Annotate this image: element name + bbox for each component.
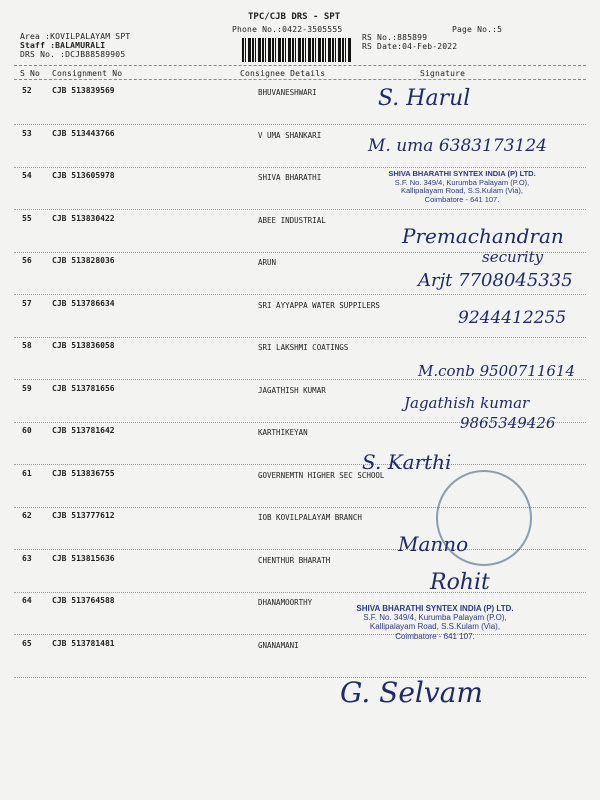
row-consignee: SRI AYYAPPA WATER SUPPILERS	[258, 300, 380, 310]
table-row	[0, 86, 600, 128]
row-divider	[14, 677, 586, 678]
row-consignee: CHENTHUR BHARATH	[258, 555, 331, 565]
row-divider	[14, 464, 586, 465]
barcode	[242, 38, 352, 62]
row-consignment-no: CJB 513786634	[52, 298, 115, 308]
row-consignment-no: CJB 513781481	[52, 638, 115, 648]
row-sno: 64	[22, 596, 32, 605]
row-consignee: SHIVA BHARATHI	[258, 173, 322, 182]
signature-59: Jagathish kumar	[404, 394, 530, 412]
row-consignee: DHANAMOORTHY	[258, 598, 313, 607]
row-sno: 56	[22, 256, 32, 265]
company-stamp-bottom	[330, 604, 540, 641]
row-consignee: GOVERNEMTN HIGHER SEC SCHOOL	[258, 470, 385, 480]
row-sno: 59	[22, 383, 32, 393]
row-sno: 62	[22, 511, 32, 520]
stamp-line: S.F. No. 349/4, Kurumba Palayam (P.O),	[363, 613, 507, 623]
row-consignment-no: CJB 513815636	[52, 553, 115, 563]
signature-63: Rohit	[430, 570, 490, 595]
row-consignment-no: CJB 513443766	[52, 128, 115, 138]
row-consignee: IOB KOVILPALAYAM BRANCH	[258, 513, 362, 522]
row-sno: 58	[22, 341, 32, 350]
column-consignee: Consignee Details	[240, 69, 326, 78]
row-sno: 65	[22, 638, 32, 648]
columns-divider	[14, 79, 586, 80]
row-sno: 55	[22, 213, 32, 223]
row-consignment-no: CJB 513828036	[52, 256, 115, 265]
row-consignee: BHUVANESHWARI	[258, 88, 317, 97]
row-consignment-no: CJB 513839569	[52, 86, 115, 95]
signature-53: M. uma 6383173124	[368, 136, 547, 156]
document-title: TPC/CJB DRS - SPT	[248, 12, 341, 22]
row-consignment-no: CJB 513836755	[52, 468, 115, 478]
column-consignment: Consignment No	[52, 69, 123, 78]
row-sno: 60	[22, 426, 32, 435]
row-divider	[14, 209, 586, 210]
signature-60: S. Karthi	[362, 450, 452, 474]
table-row	[0, 554, 600, 596]
row-sno: 61	[22, 468, 32, 478]
row-consignment-no: CJB 513777612	[52, 511, 115, 520]
company-stamp-top	[362, 170, 562, 205]
table-row	[0, 426, 600, 468]
row-sno: 53	[22, 128, 32, 138]
signature-59-phone: 9865349426	[460, 414, 556, 432]
row-consignee: JAGATHISH KUMAR	[258, 385, 326, 395]
row-divider	[14, 592, 586, 593]
signature-55: Premachandran	[402, 224, 564, 248]
row-sno: 52	[22, 86, 32, 95]
header-divider	[14, 65, 586, 66]
page-number: Page No.:5	[452, 25, 503, 34]
rs-date: RS Date:04-Feb-2022	[362, 42, 458, 51]
row-divider	[14, 124, 586, 125]
drs-number: DRS No. :DCJB88589905	[20, 50, 126, 59]
row-consignment-no: CJB 513764588	[52, 596, 115, 605]
signature-57: 9244412255	[458, 308, 567, 328]
row-divider	[14, 167, 586, 168]
column-signature: Signature	[420, 69, 466, 78]
row-consignee: GNANAMANI	[258, 640, 299, 650]
stamp-line: SHIVA BHARATHI SYNTEX INDIA (P) LTD.	[388, 169, 536, 178]
row-divider	[14, 294, 586, 295]
row-consignee: ARUN	[258, 258, 277, 267]
column-sno: S No	[20, 69, 41, 78]
phone-number: Phone No.:0422-3505555	[232, 25, 343, 34]
row-sno: 54	[22, 171, 32, 180]
row-consignment-no: CJB 513781656	[52, 383, 115, 393]
signature-65: G. Selvam	[340, 676, 483, 709]
row-consignment-no: CJB 513605978	[52, 171, 115, 180]
stamp-line: Kallipalayam Road, S.S.Kulam (Via),	[369, 622, 501, 632]
signature-52: S. Harul	[378, 86, 471, 111]
stamp-line: SHIVA BHARATHI SYNTEX INDIA (P) LTD.	[356, 604, 514, 613]
row-sno: 57	[22, 298, 32, 308]
stamp-line: Coimbatore - 641 107.	[395, 631, 475, 641]
row-consignee: V UMA SHANKARI	[258, 130, 322, 140]
row-consignment-no: CJB 513781642	[52, 426, 115, 435]
row-consignee: SRI LAKSHMI COATINGS	[258, 343, 349, 352]
row-divider	[14, 337, 586, 338]
row-consignee: KARTHIKEYAN	[258, 428, 308, 437]
area-label: Area :KOVILPALAYAM SPT	[20, 32, 131, 41]
table-row	[0, 639, 600, 681]
signature-62: Manno	[398, 532, 469, 556]
row-sno: 63	[22, 553, 32, 563]
staff-label: Staff :BALAMURALI	[20, 41, 106, 50]
rs-number: RS No.:885899	[362, 33, 428, 42]
stamp-line: S.F. No. 349/4, Kurumba Palayam (P.O),	[394, 177, 530, 187]
row-consignee: ABEE INDUSTRIAL	[258, 215, 326, 225]
stamp-line: Kallipalayam Road, S.S.Kulam (Via),	[401, 186, 523, 196]
signature-55-note: security	[482, 248, 544, 266]
stamp-line: Coimbatore - 641 107.	[424, 194, 500, 204]
row-consignment-no: CJB 513836058	[52, 341, 115, 350]
row-consignment-no: CJB 513830422	[52, 213, 115, 223]
signature-58: M.conb 9500711614	[418, 362, 576, 380]
signature-56: Arjt 7708045335	[418, 270, 573, 291]
